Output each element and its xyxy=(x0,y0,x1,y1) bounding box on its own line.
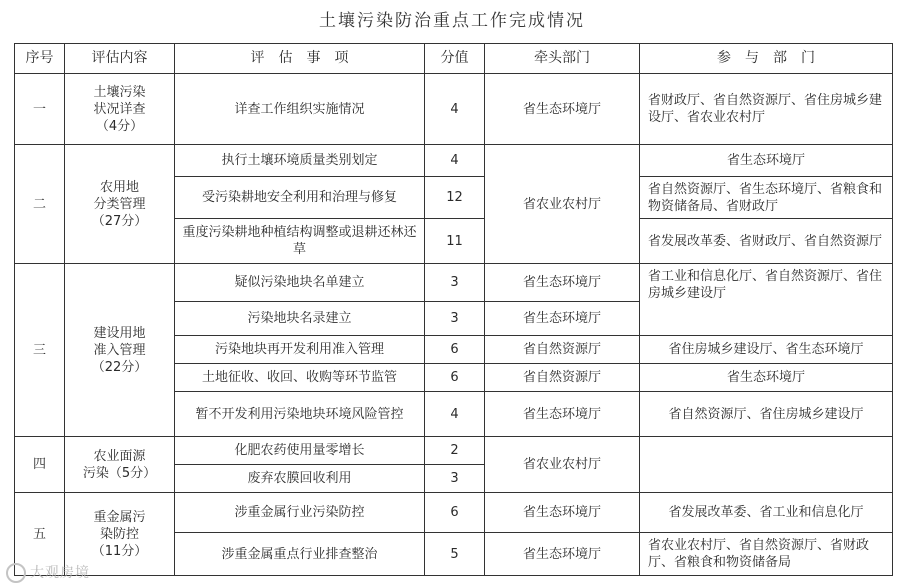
table-row xyxy=(15,493,893,533)
watermark-logo-icon xyxy=(6,563,26,583)
score-cell: 4 xyxy=(425,145,485,177)
section-content: 农用地 分类管理 （27分） xyxy=(65,145,175,264)
section-content: 土壤污染 状况详查 （4分） xyxy=(65,74,175,145)
watermark-text: 大观房境 xyxy=(30,565,90,581)
section-content: 建设用地 准入管理 （22分） xyxy=(65,264,175,437)
participant-dept-cell: 省自然资源厅、省住房城乡建设厅 xyxy=(640,392,893,437)
participant-dept-cell xyxy=(640,437,893,493)
section-number: 一 xyxy=(15,74,65,145)
header-lead: 牵头部门 xyxy=(485,44,640,74)
section-number: 二 xyxy=(15,145,65,264)
lead-dept-cell: 省生态环境厅 xyxy=(485,392,640,437)
item-cell: 化肥农药使用量零增长 xyxy=(175,437,425,465)
header-no: 序号 xyxy=(15,44,65,74)
evaluation-table xyxy=(14,43,893,576)
header-content: 评估内容 xyxy=(65,44,175,74)
item-cell: 污染地块名录建立 xyxy=(175,302,425,336)
item-cell: 受污染耕地安全利用和治理与修复 xyxy=(175,177,425,219)
lead-dept-cell: 省农业农村厅 xyxy=(485,145,640,264)
score-cell: 3 xyxy=(425,465,485,493)
participant-dept-cell: 省工业和信息化厅、省自然资源厅、省住房城乡建设厅 xyxy=(640,264,893,336)
score-cell: 12 xyxy=(425,177,485,219)
participant-dept-cell: 省财政厅、省自然资源厅、省住房城乡建设厅、省农业农村厅 xyxy=(640,74,893,145)
score-cell: 6 xyxy=(425,493,485,533)
header-row xyxy=(15,44,893,74)
item-cell: 执行土壤环境质量类别划定 xyxy=(175,145,425,177)
score-cell: 3 xyxy=(425,302,485,336)
table-row xyxy=(15,264,893,302)
participant-dept-cell: 省住房城乡建设厅、省生态环境厅 xyxy=(640,336,893,364)
lead-dept-cell: 省生态环境厅 xyxy=(485,74,640,145)
lead-dept-cell: 省生态环境厅 xyxy=(485,533,640,576)
item-cell: 废弃农膜回收利用 xyxy=(175,465,425,493)
lead-dept-cell: 省自然资源厅 xyxy=(485,364,640,392)
item-cell: 土地征收、收回、收购等环节监管 xyxy=(175,364,425,392)
section-content: 重金属污 染防控 （11分） xyxy=(65,493,175,576)
section-number: 五 xyxy=(15,493,65,576)
table-title: 土壤污染防治重点工作完成情况 xyxy=(319,11,585,31)
participant-dept-cell: 省发展改革委、省财政厅、省自然资源厅 xyxy=(640,219,893,264)
score-cell: 2 xyxy=(425,437,485,465)
watermark xyxy=(6,562,90,583)
header-item: 评 估 事 项 xyxy=(175,44,425,74)
participant-dept-cell: 省自然资源厅、省生态环境厅、省粮食和物资储备局、省财政厅 xyxy=(640,177,893,219)
section-number: 三 xyxy=(15,264,65,437)
score-cell: 6 xyxy=(425,364,485,392)
item-cell: 涉重金属重点行业排查整治 xyxy=(175,533,425,576)
table-row xyxy=(15,74,893,145)
item-cell: 疑似污染地块名单建立 xyxy=(175,264,425,302)
section-content: 农业面源 污染（5分） xyxy=(65,437,175,493)
item-cell: 污染地块再开发利用准入管理 xyxy=(175,336,425,364)
score-cell: 4 xyxy=(425,392,485,437)
participant-dept-cell: 省生态环境厅 xyxy=(640,364,893,392)
lead-dept-cell: 省生态环境厅 xyxy=(485,302,640,336)
lead-dept-cell: 省生态环境厅 xyxy=(485,493,640,533)
participant-dept-cell: 省发展改革委、省工业和信息化厅 xyxy=(640,493,893,533)
item-cell: 暂不开发利用污染地块环境风险管控 xyxy=(175,392,425,437)
lead-dept-cell: 省农业农村厅 xyxy=(485,437,640,493)
item-cell: 涉重金属行业污染防控 xyxy=(175,493,425,533)
table-row xyxy=(15,437,893,465)
lead-dept-cell: 省生态环境厅 xyxy=(485,264,640,302)
score-cell: 4 xyxy=(425,74,485,145)
item-cell: 重度污染耕地种植结构调整或退耕还林还草 xyxy=(175,219,425,264)
section-number: 四 xyxy=(15,437,65,493)
score-cell: 6 xyxy=(425,336,485,364)
score-cell: 5 xyxy=(425,533,485,576)
score-cell: 3 xyxy=(425,264,485,302)
item-cell: 详查工作组织实施情况 xyxy=(175,74,425,145)
header-part: 参 与 部 门 xyxy=(640,44,893,74)
participant-dept-cell: 省农业农村厅、省自然资源厅、省财政厅、省粮食和物资储备局 xyxy=(640,533,893,576)
header-score: 分值 xyxy=(425,44,485,74)
table-row xyxy=(15,145,893,177)
participant-dept-cell: 省生态环境厅 xyxy=(640,145,893,177)
score-cell: 11 xyxy=(425,219,485,264)
lead-dept-cell: 省自然资源厅 xyxy=(485,336,640,364)
